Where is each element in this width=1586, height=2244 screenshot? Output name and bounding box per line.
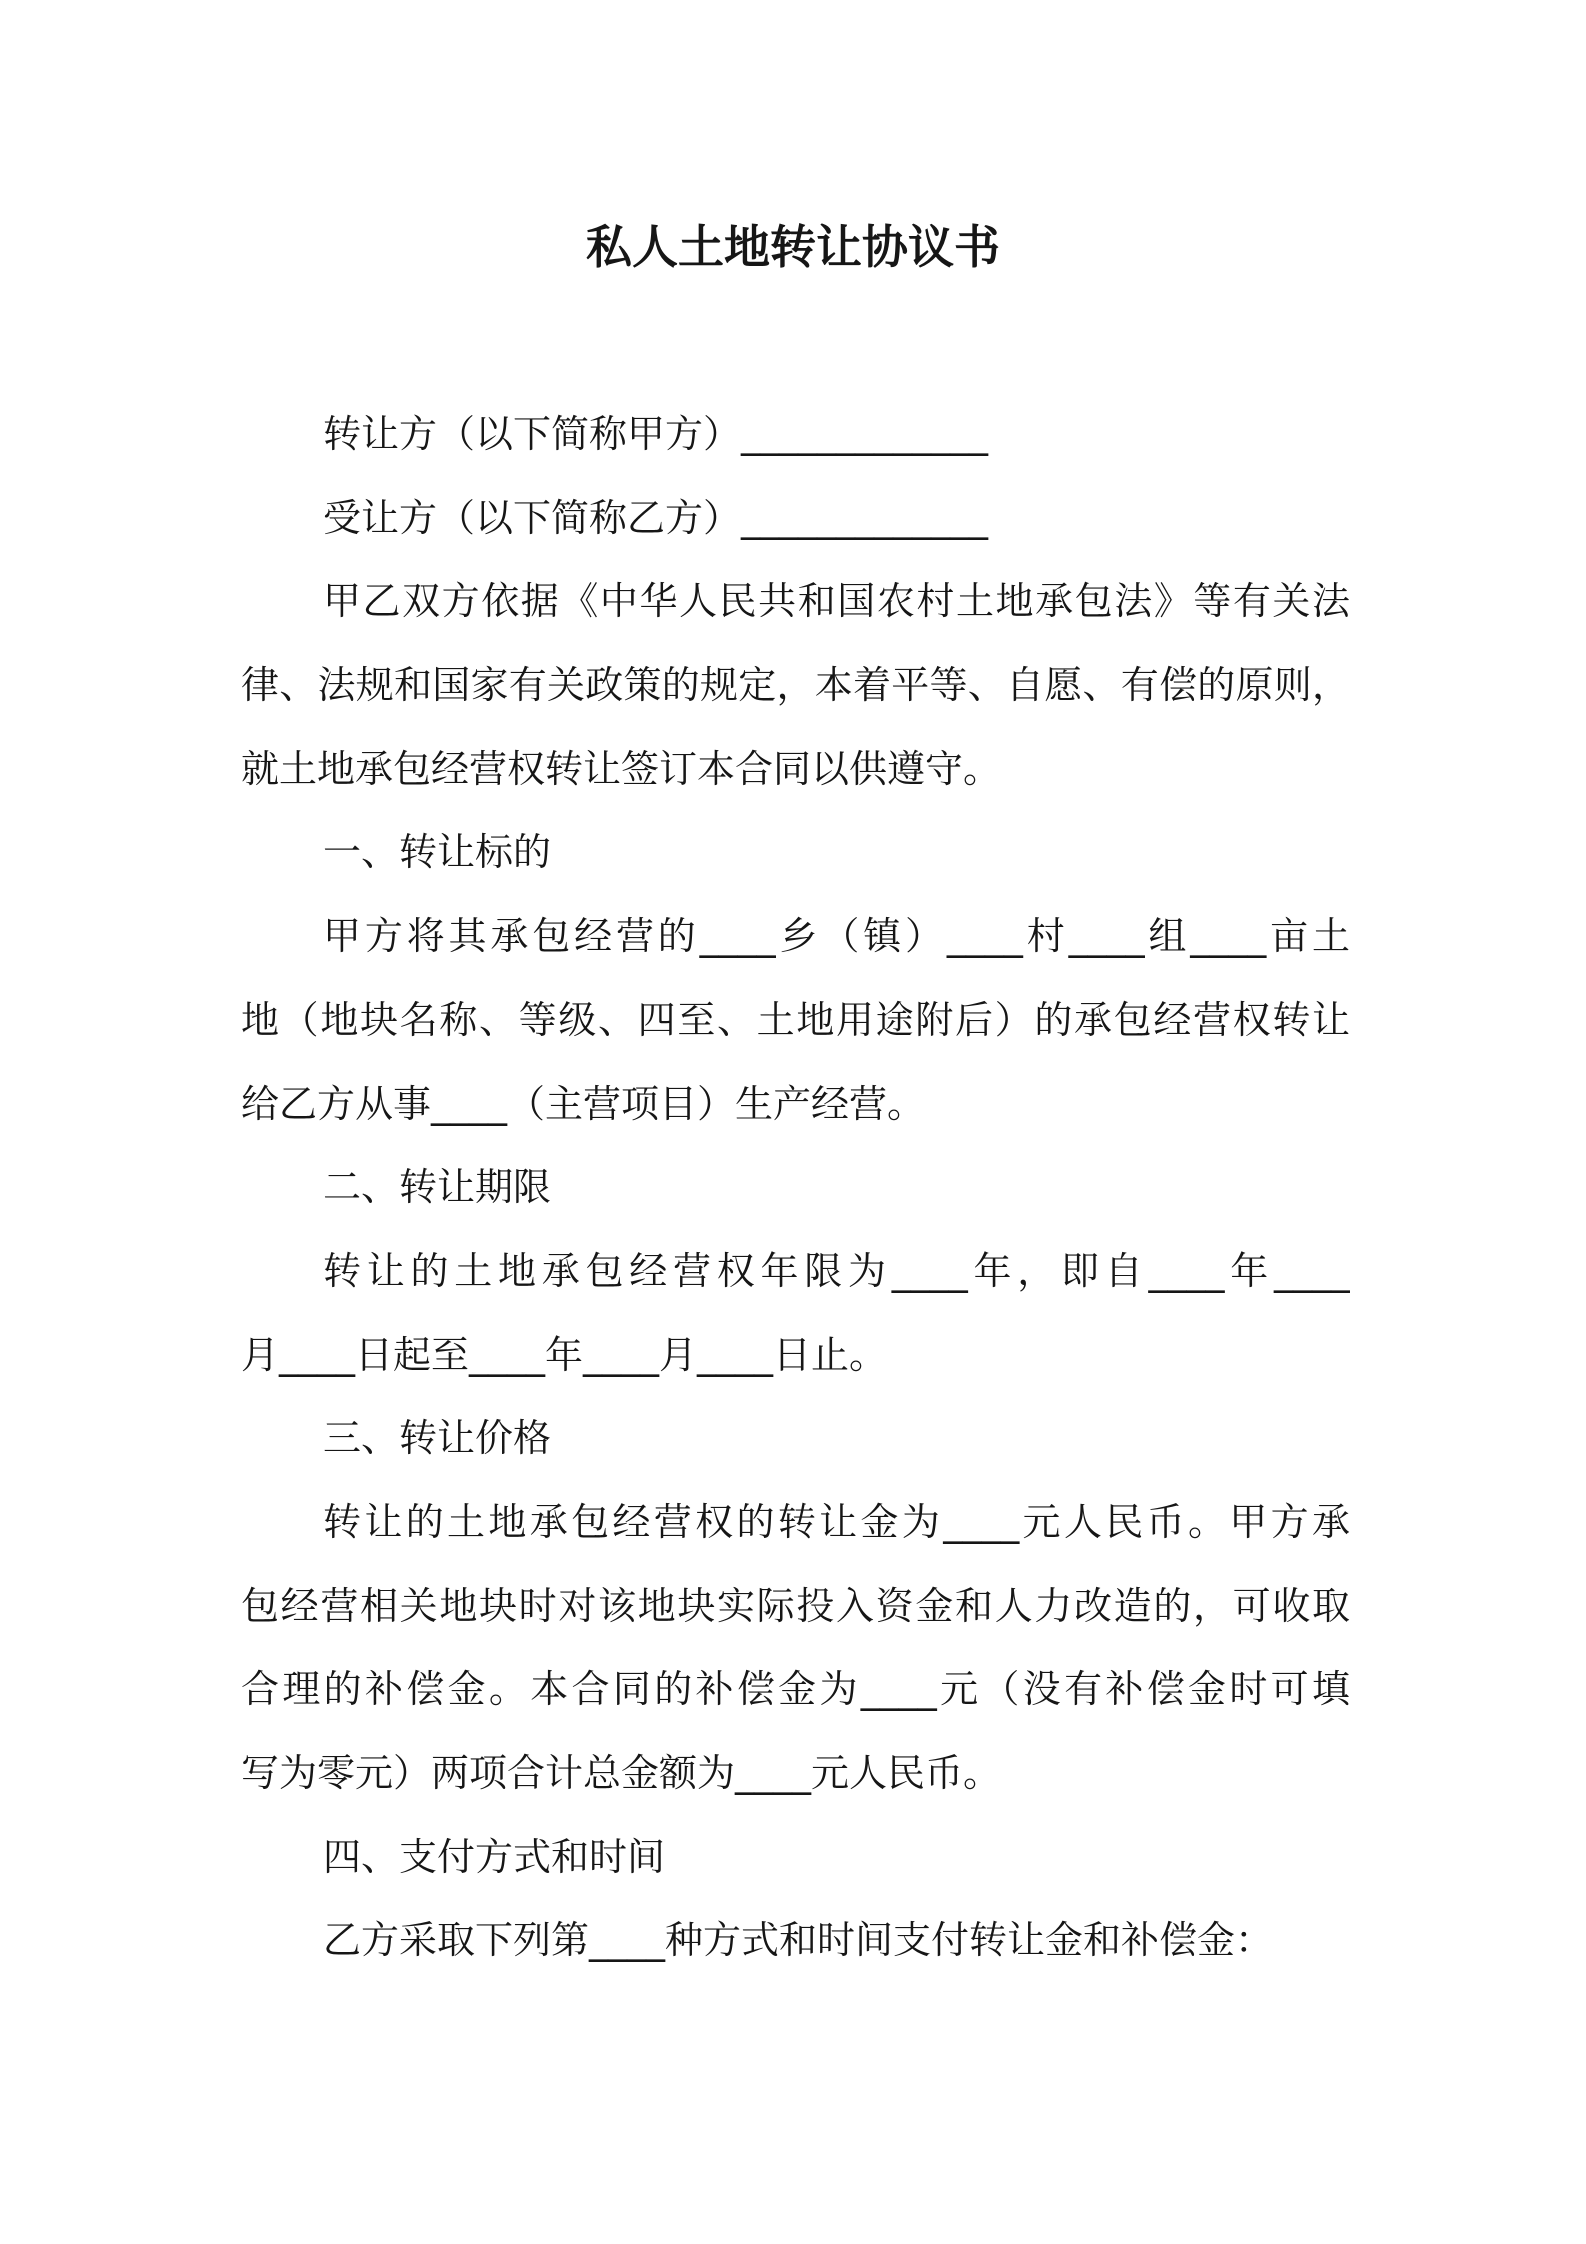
section-line: 地（地块名称、等级、四至、土地用途附后）的承包经营权转让 <box>241 997 1350 1042</box>
preamble-line: 甲乙双方依据《中华人民共和国农村土地承包法》等有关法 <box>323 579 1350 624</box>
section-heading: 二、转让期限 <box>323 1165 552 1210</box>
section-payment-method <box>241 1816 1350 1983</box>
section-line: 合理的补偿金。本合同的补偿金为____元（没有补偿金时可填 <box>241 1667 1350 1712</box>
section-heading: 三、转让价格 <box>323 1416 552 1461</box>
preamble-paragraph <box>241 560 1350 811</box>
preamble-line: 律、法规和国家有关政策的规定，本着平等、自愿、有偿的原则， <box>241 663 1350 708</box>
section-line: 包经营相关地块时对该地块实际投入资金和人力改造的，可收取 <box>241 1583 1350 1628</box>
section-line: 写为零元）两项合计总金额为____元人民币。 <box>241 1751 1002 1795</box>
section-line: 转让的土地承包经营权的转让金为____元人民币。甲方承 <box>323 1499 1350 1544</box>
section-transfer-subject <box>241 811 1350 1146</box>
document-body <box>241 393 1350 1983</box>
section-transfer-term <box>241 1146 1350 1397</box>
section-line: 转让的土地承包经营权年限为____年，即自____年____ <box>323 1248 1350 1293</box>
section-heading: 一、转让标的 <box>323 830 552 875</box>
party-transferor-line: 转让方（以下简称甲方）_____________ <box>323 412 989 456</box>
section-line: 乙方采取下列第____种方式和时间支付转让金和补偿金： <box>323 1918 1274 1963</box>
preamble-line: 就土地承包经营权转让签订本合同以供遵守。 <box>241 746 1002 791</box>
section-line: 甲方将其承包经营的____乡（镇）____村____组____亩土 <box>323 914 1350 959</box>
document-title: 私人土地转让协议书 <box>586 220 1000 274</box>
section-line: 月____日起至____年____月____日止。 <box>241 1332 888 1377</box>
section-transfer-price <box>241 1397 1350 1815</box>
section-heading: 四、支付方式和时间 <box>323 1834 666 1879</box>
section-line: 给乙方从事____（主营项目）生产经营。 <box>241 1081 926 1126</box>
party-transferee-line: 受让方（以下简称乙方）_____________ <box>323 495 989 540</box>
